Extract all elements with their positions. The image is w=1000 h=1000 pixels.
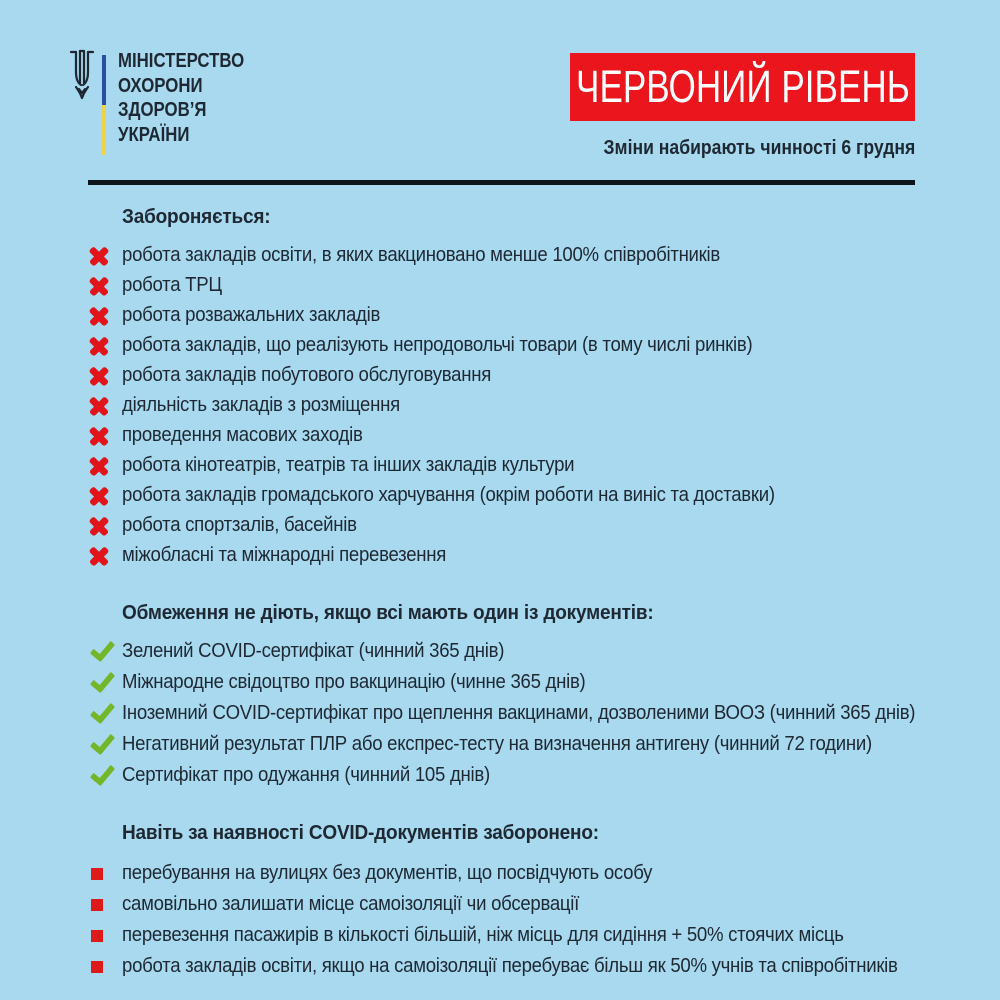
cross-icon [88, 425, 110, 447]
list-item [88, 925, 980, 946]
list-item [88, 672, 980, 693]
square-bullet-icon [91, 961, 103, 973]
list-item [88, 765, 980, 786]
always-prohibited-list [88, 863, 980, 977]
list-item [88, 335, 980, 356]
section-prohibited-always [88, 822, 980, 977]
list-item-text: перебування на вулицях без документів, що посвідчують особу [122, 862, 653, 884]
ministry-logo-text [118, 49, 244, 147]
list-item-text: робота закладів побутового обслуговування [122, 364, 492, 386]
square-bullet-icon [91, 868, 103, 880]
list-item-text: проведення масових заходів [122, 424, 363, 446]
cross-icon [88, 335, 110, 357]
list-item [88, 956, 980, 977]
list-item [88, 455, 980, 476]
cross-icon [88, 365, 110, 387]
content [88, 206, 980, 987]
list-item-text: самовільно залишати місце самоізоляції чи обсервації [122, 893, 580, 915]
list-item-text: Сертифікат про одужання (чинний 105 днів) [122, 764, 490, 786]
check-icon [88, 765, 114, 787]
list-item [88, 245, 980, 266]
ministry-line: ЗДОРОВ’Я [118, 99, 207, 121]
alert-level-banner [570, 53, 915, 121]
cross-icon [88, 455, 110, 477]
list-item-text: перевезення пасажирів в кількості більшій, ніж місць для сидіння + 50% стоячих місць [122, 924, 844, 946]
ministry-line: МІНІСТЕРСТВО [118, 50, 245, 72]
list-item-text: робота ТРЦ [122, 274, 222, 296]
section-documents [88, 602, 980, 786]
list-item-text: Іноземний COVID-сертифікат про щеплення вакцинами, дозволеними ВООЗ (чинний 365 днів) [122, 702, 916, 724]
square-bullet-icon [91, 930, 103, 942]
section-heading: Навіть за наявності COVID-документів заборонено: [122, 822, 599, 844]
effective-date-subtitle: Зміни набирають чинності 6 грудня [603, 137, 915, 159]
list-item-text: робота закладів освіти, в яких вакциновано менше 100% співробітників [122, 244, 720, 266]
list-item-text: діяльність закладів з розміщення [122, 394, 400, 416]
list-item [88, 425, 980, 446]
list-item-text: Зелений COVID-сертифікат (чинний 365 днів) [122, 640, 505, 662]
check-icon [88, 672, 114, 694]
ministry-line: ОХОРОНИ [118, 74, 203, 97]
check-icon [88, 641, 114, 663]
cross-icon [88, 395, 110, 417]
section-prohibited [88, 206, 980, 566]
list-item [88, 395, 980, 416]
list-item-text: робота закладів освіти, якщо на самоізоляції перебуває більш як 50% учнів та співробітників [122, 955, 898, 977]
cross-icon [88, 275, 110, 297]
list-item-text: робота розважальних закладів [122, 304, 381, 326]
cross-icon [88, 245, 110, 267]
ministry-line: УКРАЇНИ [118, 123, 190, 146]
section-heading: Обмеження не діють, якщо всі мають один із документів: [122, 602, 654, 624]
list-item-text: Міжнародне свідоцтво про вакцинацію (чинне 365 днів) [122, 671, 586, 693]
check-icon [88, 703, 114, 725]
flag-color-bar [102, 55, 106, 155]
list-item [88, 515, 980, 536]
list-item [88, 365, 980, 386]
list-item [88, 545, 980, 566]
list-item-text: Негативний результат ПЛР або експрес-тесту на визначення антигену (чинний 72 години) [122, 733, 872, 755]
alert-level-label: ЧЕРВОНИЙ РІВЕНЬ [575, 61, 910, 112]
cross-icon [88, 545, 110, 567]
list-item-text: робота закладів, що реалізують непродовольчі товари (в тому числі ринків) [122, 334, 753, 356]
section-heading: Забороняється: [122, 206, 271, 228]
list-item [88, 863, 980, 884]
list-item-text: міжобласні та міжнародні перевезення [122, 544, 447, 566]
list-item [88, 641, 980, 662]
documents-list [88, 641, 980, 786]
list-item [88, 485, 980, 506]
list-item [88, 734, 980, 755]
header-divider [88, 180, 915, 185]
cross-icon [88, 485, 110, 507]
list-item-text: робота спортзалів, басейнів [122, 514, 357, 536]
square-bullet-icon [91, 899, 103, 911]
list-item [88, 305, 980, 326]
list-item [88, 275, 980, 296]
check-icon [88, 734, 114, 756]
list-item [88, 703, 980, 724]
list-item [88, 894, 980, 915]
list-item-text: робота кінотеатрів, театрів та інших закладів культури [122, 454, 575, 476]
ukraine-trident-icon [67, 47, 97, 103]
cross-icon [88, 515, 110, 537]
list-item-text: робота закладів громадського харчування (окрім роботи на виніс та доставки) [122, 484, 775, 506]
cross-icon [88, 305, 110, 327]
prohibited-list [88, 245, 980, 566]
